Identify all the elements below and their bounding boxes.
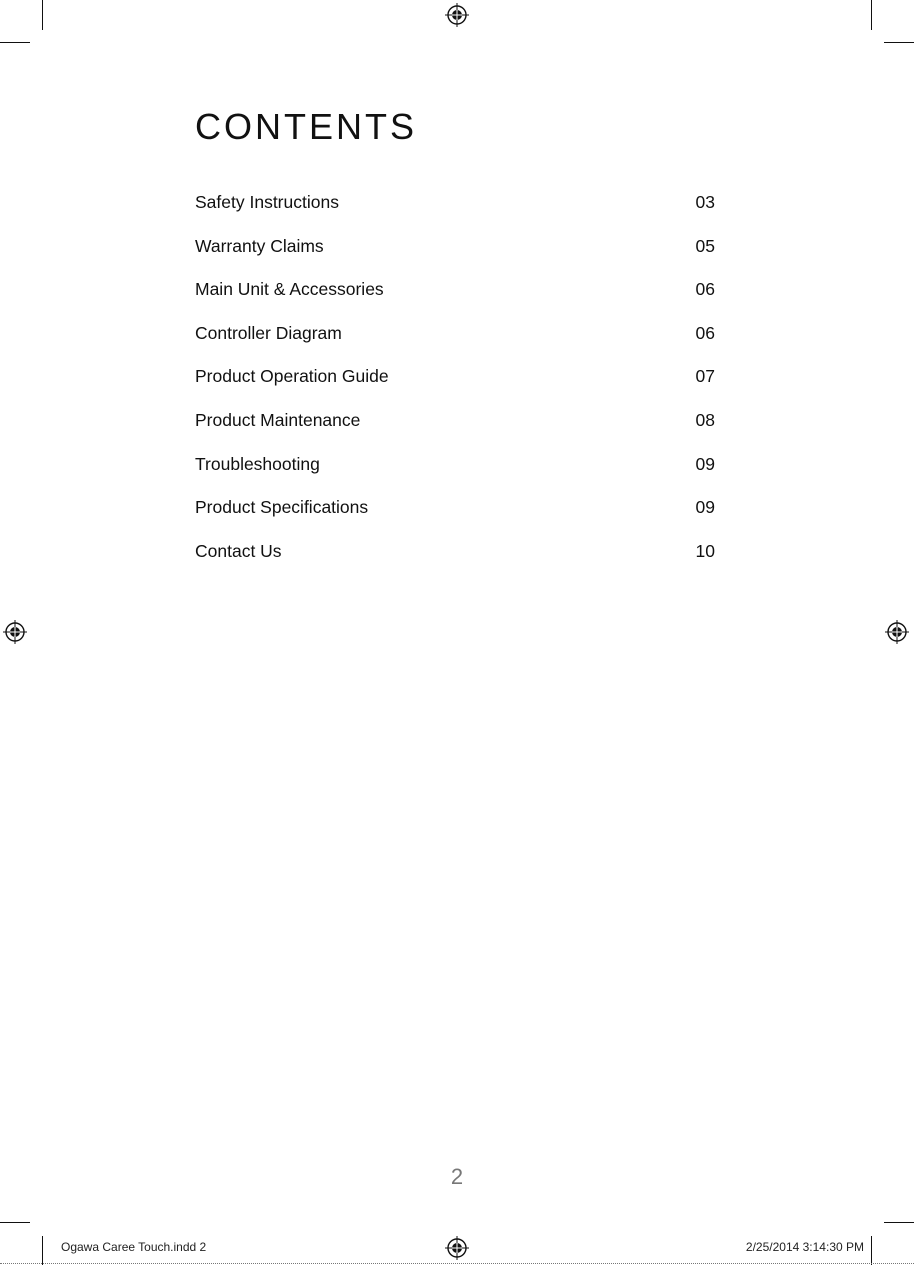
crop-mark-top-right-h bbox=[884, 42, 914, 43]
crop-mark-top-right-v bbox=[871, 0, 872, 30]
toc-entry-page: 07 bbox=[695, 366, 715, 387]
slug-divider bbox=[0, 1263, 914, 1264]
toc-entry[interactable] bbox=[195, 323, 715, 367]
toc-entry-label: Product Specifications bbox=[195, 497, 369, 518]
registration-mark-icon bbox=[445, 1236, 469, 1260]
toc-entry[interactable] bbox=[195, 410, 715, 454]
registration-mark-icon bbox=[445, 3, 469, 27]
toc-entry-page: 03 bbox=[695, 192, 715, 212]
toc-entry-page: 05 bbox=[695, 235, 715, 256]
crop-mark-top-left-v bbox=[42, 0, 43, 30]
toc-entry-label: Contact Us bbox=[195, 540, 282, 561]
toc-entry-label: Product Operation Guide bbox=[195, 366, 389, 387]
toc-entry[interactable] bbox=[195, 192, 715, 236]
page-title: CONTENTS bbox=[195, 106, 417, 147]
registration-mark-icon bbox=[885, 620, 909, 644]
toc-entry-page: 09 bbox=[695, 497, 715, 518]
toc-entry[interactable] bbox=[195, 279, 715, 323]
toc-entry-page: 08 bbox=[695, 409, 715, 430]
table-of-contents bbox=[195, 192, 715, 584]
slug-timestamp: 2/25/2014 3:14:30 PM bbox=[745, 1240, 864, 1254]
crop-mark-bottom-right-v bbox=[871, 1236, 872, 1265]
slug-filename: Ogawa Caree Touch.indd 2 bbox=[61, 1240, 207, 1254]
crop-mark-bottom-left-h bbox=[0, 1222, 30, 1223]
registration-mark-icon bbox=[3, 620, 27, 644]
toc-entry-page: 06 bbox=[695, 322, 715, 343]
crop-mark-bottom-right-h bbox=[884, 1222, 914, 1223]
toc-entry-page: 09 bbox=[695, 453, 715, 474]
toc-entry-label: Product Maintenance bbox=[195, 409, 361, 430]
toc-entry-label: Troubleshooting bbox=[195, 453, 320, 474]
toc-entry-page: 10 bbox=[695, 540, 715, 561]
toc-entry[interactable] bbox=[195, 454, 715, 498]
toc-entry[interactable] bbox=[195, 366, 715, 410]
toc-entry-label: Warranty Claims bbox=[195, 235, 324, 256]
toc-entry-label: Controller Diagram bbox=[195, 322, 342, 343]
toc-entry-label: Main Unit & Accessories bbox=[195, 279, 384, 300]
crop-mark-top-left-h bbox=[0, 42, 30, 43]
toc-entry[interactable] bbox=[195, 497, 715, 541]
page-number: 2 bbox=[450, 1164, 464, 1189]
toc-entry-page: 06 bbox=[695, 279, 715, 300]
toc-entry[interactable] bbox=[195, 541, 715, 585]
toc-entry[interactable] bbox=[195, 236, 715, 280]
crop-mark-bottom-left-v bbox=[42, 1236, 43, 1265]
toc-entry-label: Safety Instructions bbox=[195, 192, 339, 212]
